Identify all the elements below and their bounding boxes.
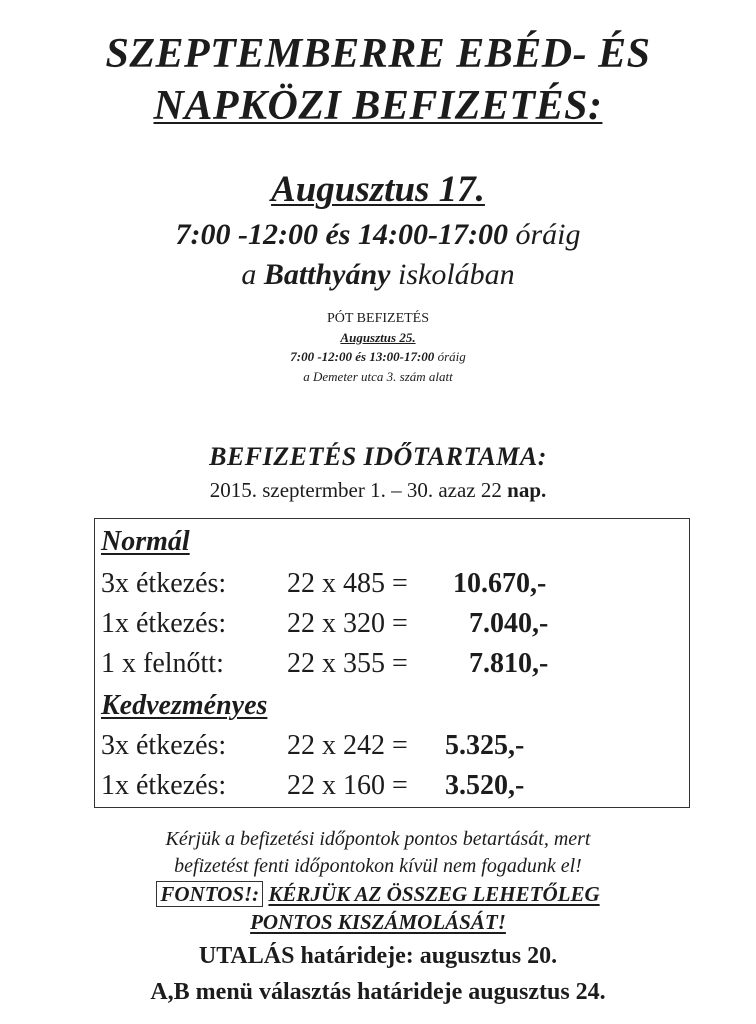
price-amount: 3.520,- — [445, 770, 525, 801]
price-calc: 22 x 320 = — [287, 608, 408, 639]
important-label: FONTOS!: — [156, 881, 263, 907]
important-text-1: KÉRJÜK AZ ÖSSZEG LEHETŐLEG — [268, 882, 600, 906]
price-amount: 7.810,- — [469, 648, 549, 679]
period-text — [0, 477, 756, 503]
transfer-deadline: UTALÁS határideje: augusztus 20. — [198, 943, 558, 969]
main-payment-place-name: Batthyány — [263, 258, 391, 291]
title-line-2-text: NAPKÖZI BEFIZETÉS: — [153, 83, 603, 129]
notice-line-2: befizetést fenti időpontokon kívül nem fogadunk el! — [174, 855, 582, 877]
important-note-2 — [0, 908, 756, 936]
important-text-2: PONTOS KISZÁMOLÁSÁT! — [250, 910, 506, 934]
menu-choice-deadline: A,B menü választás határideje augusztus 24. — [150, 979, 606, 1005]
late-payment-place: a Demeter utca 3. szám alatt — [303, 369, 453, 384]
late-payment-hours: 7:00 -12:00 és 13:00-17:00 — [290, 349, 435, 364]
price-label: 1x étkezés: — [101, 770, 227, 801]
main-payment-time — [0, 216, 756, 254]
main-payment-date — [0, 168, 756, 212]
price-calc: 22 x 485 = — [287, 568, 408, 599]
period-days-unit: nap. — [507, 478, 547, 502]
late-payment-time — [0, 348, 756, 365]
main-payment-date-text: Augusztus 17. — [271, 169, 485, 210]
late-payment-date — [0, 329, 756, 346]
price-calc: 22 x 355 = — [287, 648, 408, 679]
price-label: 1x étkezés: — [101, 608, 227, 639]
price-amount: 10.670,- — [453, 568, 547, 599]
price-label: 3x étkezés: — [101, 730, 227, 761]
main-payment-place — [0, 256, 756, 294]
period-heading: BEFIZETÉS IDŐTARTAMA: — [209, 442, 547, 471]
price-calc: 22 x 160 = — [287, 770, 408, 801]
late-payment-date-text: Augusztus 25. — [340, 330, 416, 345]
notice-line-1: Kérjük a befizetési időpontok pontos betartását, mert — [165, 828, 591, 850]
price-table — [94, 518, 690, 808]
title-line-2 — [0, 82, 756, 130]
late-payment-title: PÓT BEFIZETÉS — [326, 311, 430, 326]
important-note — [0, 880, 756, 908]
period-dates: 2015. szeptermber 1. – 30. azaz 22 — [209, 478, 508, 502]
main-payment-place-suffix: iskolában — [390, 258, 515, 291]
price-amount: 7.040,- — [469, 608, 549, 639]
title-line-1: SZEPTEMBERRE EBÉD- ÉS — [105, 31, 651, 77]
main-payment-hours-suffix: óráig — [507, 218, 581, 251]
price-label: 3x étkezés: — [101, 568, 227, 599]
price-calc: 22 x 242 = — [287, 730, 408, 761]
main-payment-place-prefix: a — [241, 258, 264, 291]
price-amount: 5.325,- — [445, 730, 525, 761]
main-payment-hours: 7:00 -12:00 és 14:00-17:00 — [175, 218, 508, 251]
price-label: 1 x felnőtt: — [101, 648, 224, 679]
discount-heading: Kedvezményes — [101, 690, 268, 721]
late-payment-hours-suffix: óráig — [434, 349, 466, 364]
normal-heading: Normál — [101, 526, 190, 557]
